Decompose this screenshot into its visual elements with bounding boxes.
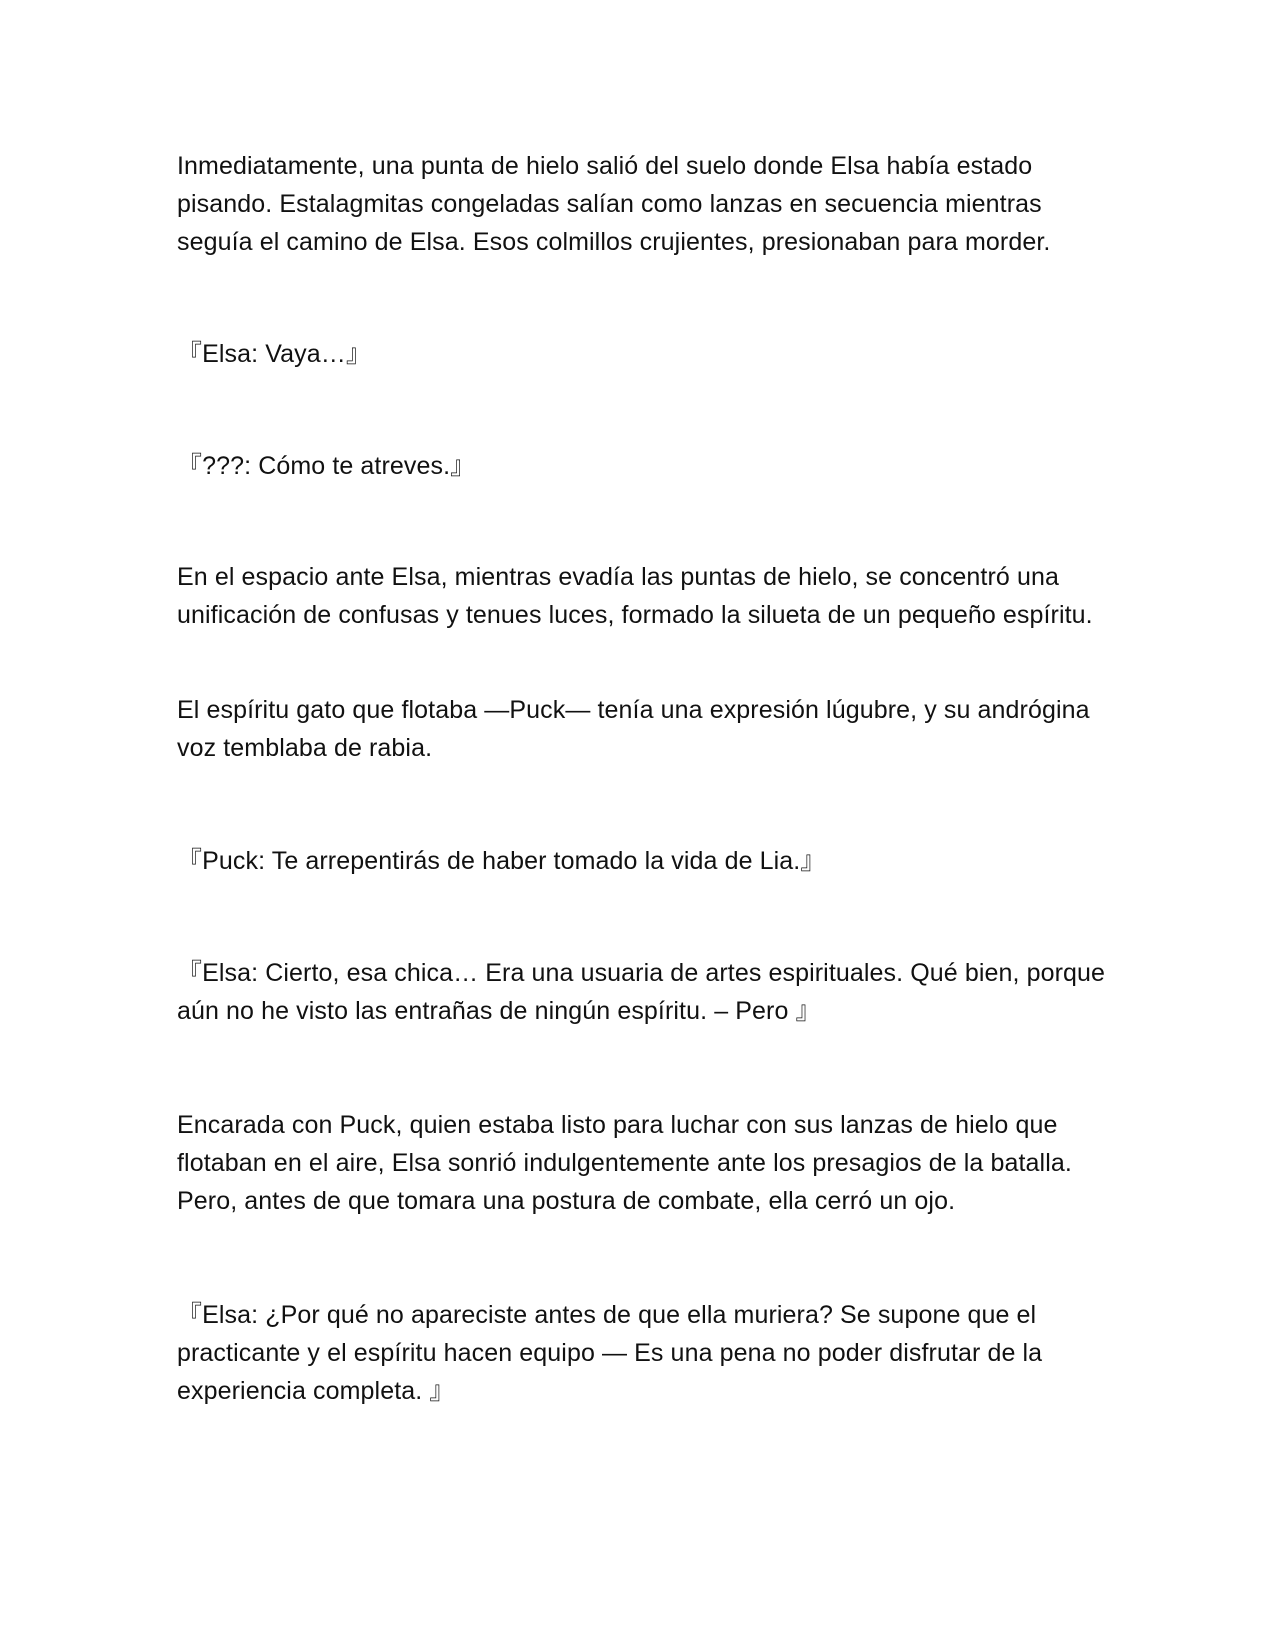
dialogue-line: 『Elsa: ¿Por qué no apareciste antes de que ella muriera? Se supone que el practicante y el espíritu hacen equipo — Es una pena no poder disfrutar de la experiencia completa. 』 [177,1301,1043,1405]
dialogue-line: 『Elsa: Cierto, esa chica… Era una usuaria de artes espirituales. Qué bien, porque aún no he visto las entrañas de ningún espíritu. – Pero 』 [177,959,1106,1025]
dialogue-line: 『Puck: Te arrepentirás de haber tomado la vida de Lia.』 [177,847,826,875]
narration-paragraph: El espíritu gato que flotaba —Puck— tenía una expresión lúgubre, y su andrógina voz temblaba de rabia. [177,696,1090,762]
narration-paragraph: En el espacio ante Elsa, mientras evadía las puntas de hielo, se concentró una unificación de confusas y tenues luces, formado la silueta de un pequeño espíritu. [177,563,1093,629]
dialogue-line: 『Elsa: Vaya…』 [177,340,371,368]
narration-paragraph: Encarada con Puck, quien estaba listo para luchar con sus lanzas de hielo que flotaban en el aire, Elsa sonrió indulgentemente ante los presagios de la batalla. Pero, antes de que tomara una postura de combate, ella cerró un ojo. [177,1111,1072,1215]
dialogue-line: 『???: Cómo te atreves.』 [177,452,476,480]
narration-paragraph: Inmediatamente, una punta de hielo salió del suelo donde Elsa había estado pisando. Estalagmitas congeladas salían como lanzas en secuencia mientras seguía el camino de Elsa. Esos colmillos crujientes, presionaban para morder. [177,152,1051,256]
